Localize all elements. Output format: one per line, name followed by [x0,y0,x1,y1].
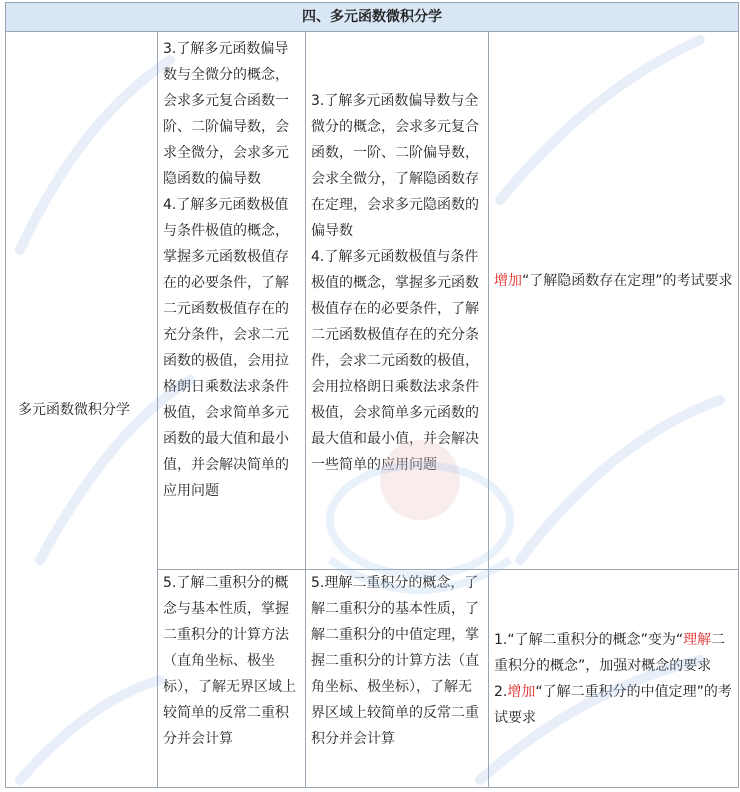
new-item-3: 3.了解多元函数偏导数与全微分的概念，会求多元复合函数，一阶、二阶偏导数，会求全微分，了解隐函数存在定理，会求多元隐函数的偏导数 [311,93,479,239]
change-text: 2. [494,683,508,700]
new-requirement-cell [306,570,489,788]
change-text: 1.“了解二重积分的概念”变为“ [494,631,684,648]
syllabus-table [5,2,739,788]
subject-cell: 多元函数微积分学 [6,32,158,788]
table-row [6,32,739,570]
change-item-1 [494,627,733,679]
old-item-5: 5.了解二重积分的概念与基本性质，掌握二重积分的计算方法（直角坐标、极坐标），了解无界区域上较简单的反常二重积分并会计算 [163,575,296,747]
change-cell [489,32,739,570]
change-item-2 [494,679,733,731]
change-cell [489,570,739,788]
new-item-4: 4.了解多元函数极值与条件极值的概念，掌握多元函数极值存在的必要条件，了解二元函数极值存在的充分条件，会求二元函数的极值，会用拉格朗日乘数法求条件极值，会求简单多元函数的最大值和最小值，并会解决一些简单的应用问题 [311,249,479,473]
section-title: 四、多元函数微积分学 [6,3,739,32]
section-header-row [6,3,739,32]
old-item-4: 4.了解多元函数极值与条件极值的概念，掌握多元函数极值存在的必要条件，了解二元函数极值存在的充分条件，会求二元函数的极值，会用拉格朗日乘数法求条件极值，会求简单多元函数的最大值和最小值，并会解决简单的应用问题 [163,197,289,499]
old-requirement-cell [158,32,306,570]
old-requirement-cell [158,570,306,788]
change-text: “了解隐函数存在定理”的考试要求 [522,273,733,289]
change-highlight: 增加 [494,273,522,289]
new-requirement-cell [306,32,489,570]
new-item-5: 5.理解二重积分的概念，了解二重积分的基本性质，了解二重积分的中值定理，掌握二重积分的计算方法（直角坐标、极坐标），了解无界区域上较简单的反常二重积分并会计算 [311,575,479,747]
change-text: 二重积分的概念”，加强对概念的要求 [494,631,726,674]
change-text: “了解二重积分的中值定理”的考试要求 [494,683,732,726]
change-highlight: 增加 [507,683,536,700]
change-highlight: 理解 [683,631,712,648]
old-item-3: 3.了解多元函数偏导数与全微分的概念，会求多元复合函数一阶、二阶偏导数，会求全微分，会求多元隐函数的偏导数 [163,41,289,187]
